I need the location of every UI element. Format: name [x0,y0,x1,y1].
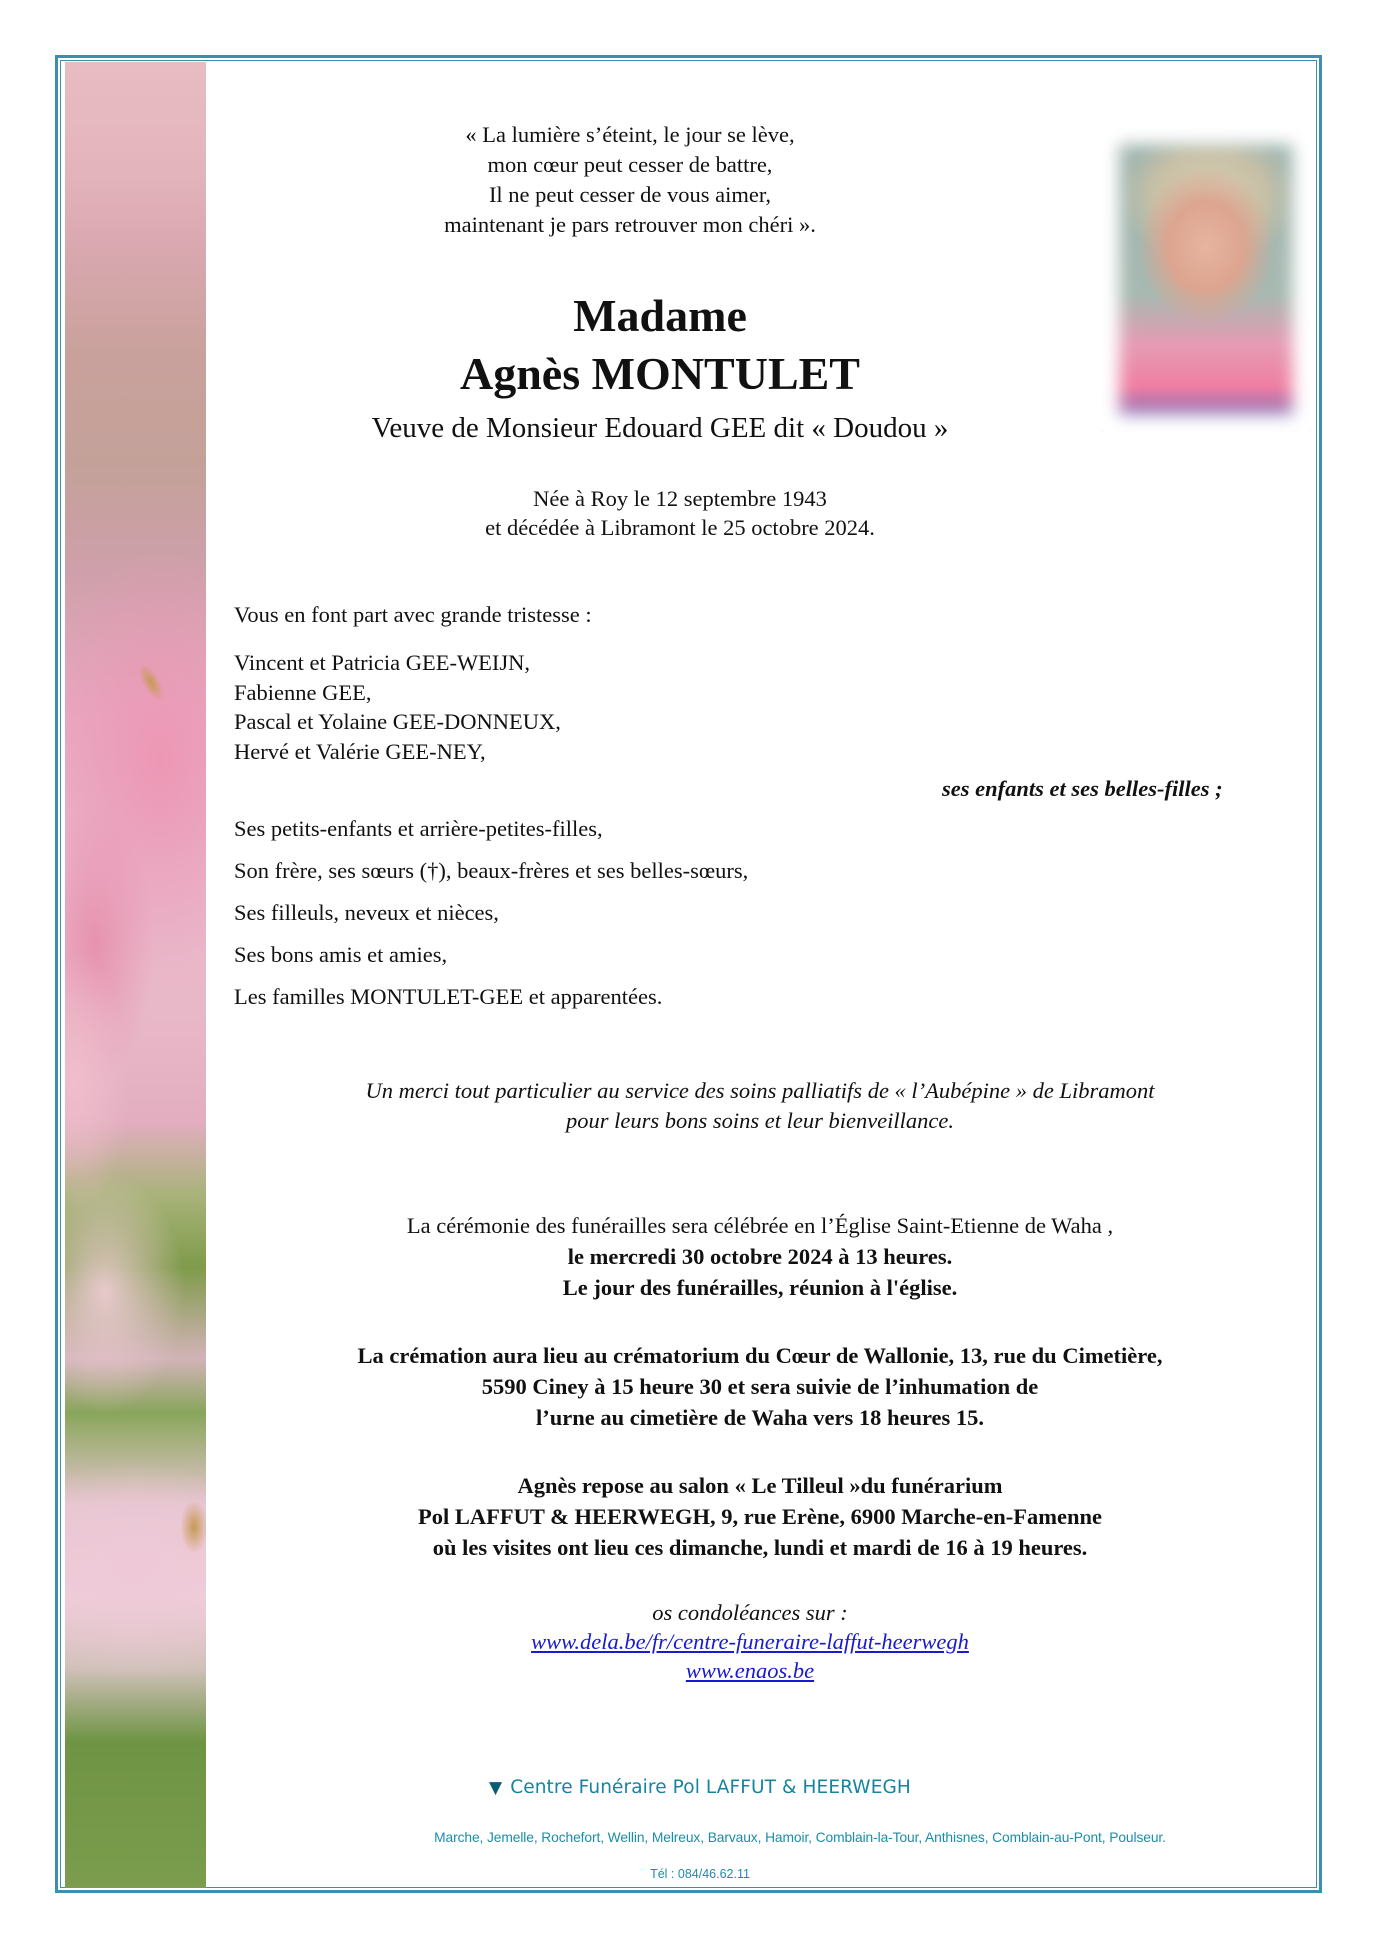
photo-vignette [1101,126,1311,432]
list-item: Son frère, ses sœurs (†), beaux-frères et ses belles-sœurs, [234,858,749,883]
list-item: Ses filleuls, neveux et nièces, [234,900,499,925]
thanks-note [250,1076,1270,1136]
list-item: Ses bons amis et amies, [234,942,448,967]
family-intro: Vous en font part avec grande tristesse : [234,602,592,627]
list-item: Vincent et Patricia GEE-WEIJN, [234,650,531,675]
ceremony-date: le mercredi 30 octobre 2024 à 13 heures. [567,1244,953,1269]
list-item: Hervé et Valérie GEE-NEY, [234,738,486,764]
thanks-line: pour leurs bons soins et leur bienveillance. [565,1108,955,1133]
children-role: ses enfants et ses belles-filles ; [942,776,1223,801]
condolences-link-enaos[interactable]: www.enaos.be [685,1658,815,1683]
cremation-line: l’urne au cimetière de Waha vers 18 heures 15. [535,1405,985,1430]
list-item: Pascal et Yolaine GEE-DONNEUX, [234,709,561,734]
death-line: et décédée à Libramont le 25 octobre 2024. [485,515,875,540]
funeral-home-towns: Marche, Jemelle, Rochefort, Wellin, Melreux, Barvaux, Hamoir, Comblain-la-Tour, Anthisnes, Comblain-au-Pont, Poulseur. [434,1830,1166,1845]
poem-line: « La lumière s’éteint, le jour se lève, [465,122,795,147]
list-item: Fabienne GEE, [234,679,372,705]
poem [320,120,940,240]
deceased-name: Agnès MONTULET [460,348,860,399]
relatives-list [234,808,748,1018]
ceremony-line: La cérémonie des funérailles sera célébrée en l’Église Saint-Etienne de Waha , [406,1213,1114,1238]
widow-subtitle: Veuve de Monsieur Edouard GEE dit « Doudou » [371,412,949,444]
condolences-link-dela[interactable]: www.dela.be/fr/centre-funeraire-laffut-heerwegh [531,1629,969,1654]
children-list [234,648,561,766]
funeral-home-phone: Tél : 084/46.62.11 [650,1867,750,1881]
triangle-down-icon: ▼ [489,1778,503,1798]
repose-info [250,1470,1270,1563]
dates [330,484,1030,542]
ceremony-info [250,1210,1270,1303]
condolences-label: os condoléances sur : [652,1600,848,1625]
ceremony-meeting: Le jour des funérailles, réunion à l'église. [562,1275,958,1300]
cremation-line: 5590 Ciney à 15 heure 30 et sera suivie de l’inhumation de [481,1374,1039,1399]
funeral-home-title: Centre Funéraire Pol LAFFUT & HEERWEGH [510,1777,911,1798]
flower-stamen-decoration [181,1502,206,1552]
birth-line: Née à Roy le 12 septembre 1943 [533,486,827,511]
funeral-home-name [400,1777,1000,1798]
poem-line: mon cœur peut cesser de battre, [487,152,773,177]
poem-line: Il ne peut cesser de vous aimer, [488,182,772,207]
portrait-photo [1101,126,1311,432]
flower-decoration-image [65,62,206,1888]
repose-line: Pol LAFFUT & HEERWEGH, 9, rue Erène, 6900 Marche-en-Famenne [418,1504,1102,1529]
cremation-info [250,1340,1270,1433]
list-item: Les familles MONTULET-GEE et apparentées. [234,984,663,1009]
salutation: Madame [573,290,747,341]
list-item: Ses petits-enfants et arrière-petites-filles, [234,816,603,841]
cremation-line: La crémation aura lieu au crématorium du Cœur de Wallonie, 13, rue du Cimetière, [357,1343,1163,1368]
condolences [450,1598,1050,1685]
thanks-line: Un merci tout particulier au service des soins palliatifs de « l’Aubépine » de Libramont [365,1078,1155,1103]
repose-line: Agnès repose au salon « Le Tilleul »du funérarium [517,1473,1003,1498]
flower-stamen-decoration [134,661,168,704]
repose-line: où les visites ont lieu ces dimanche, lundi et mardi de 16 à 19 heures. [432,1535,1088,1560]
poem-line: maintenant je pars retrouver mon chéri ». [444,212,816,237]
